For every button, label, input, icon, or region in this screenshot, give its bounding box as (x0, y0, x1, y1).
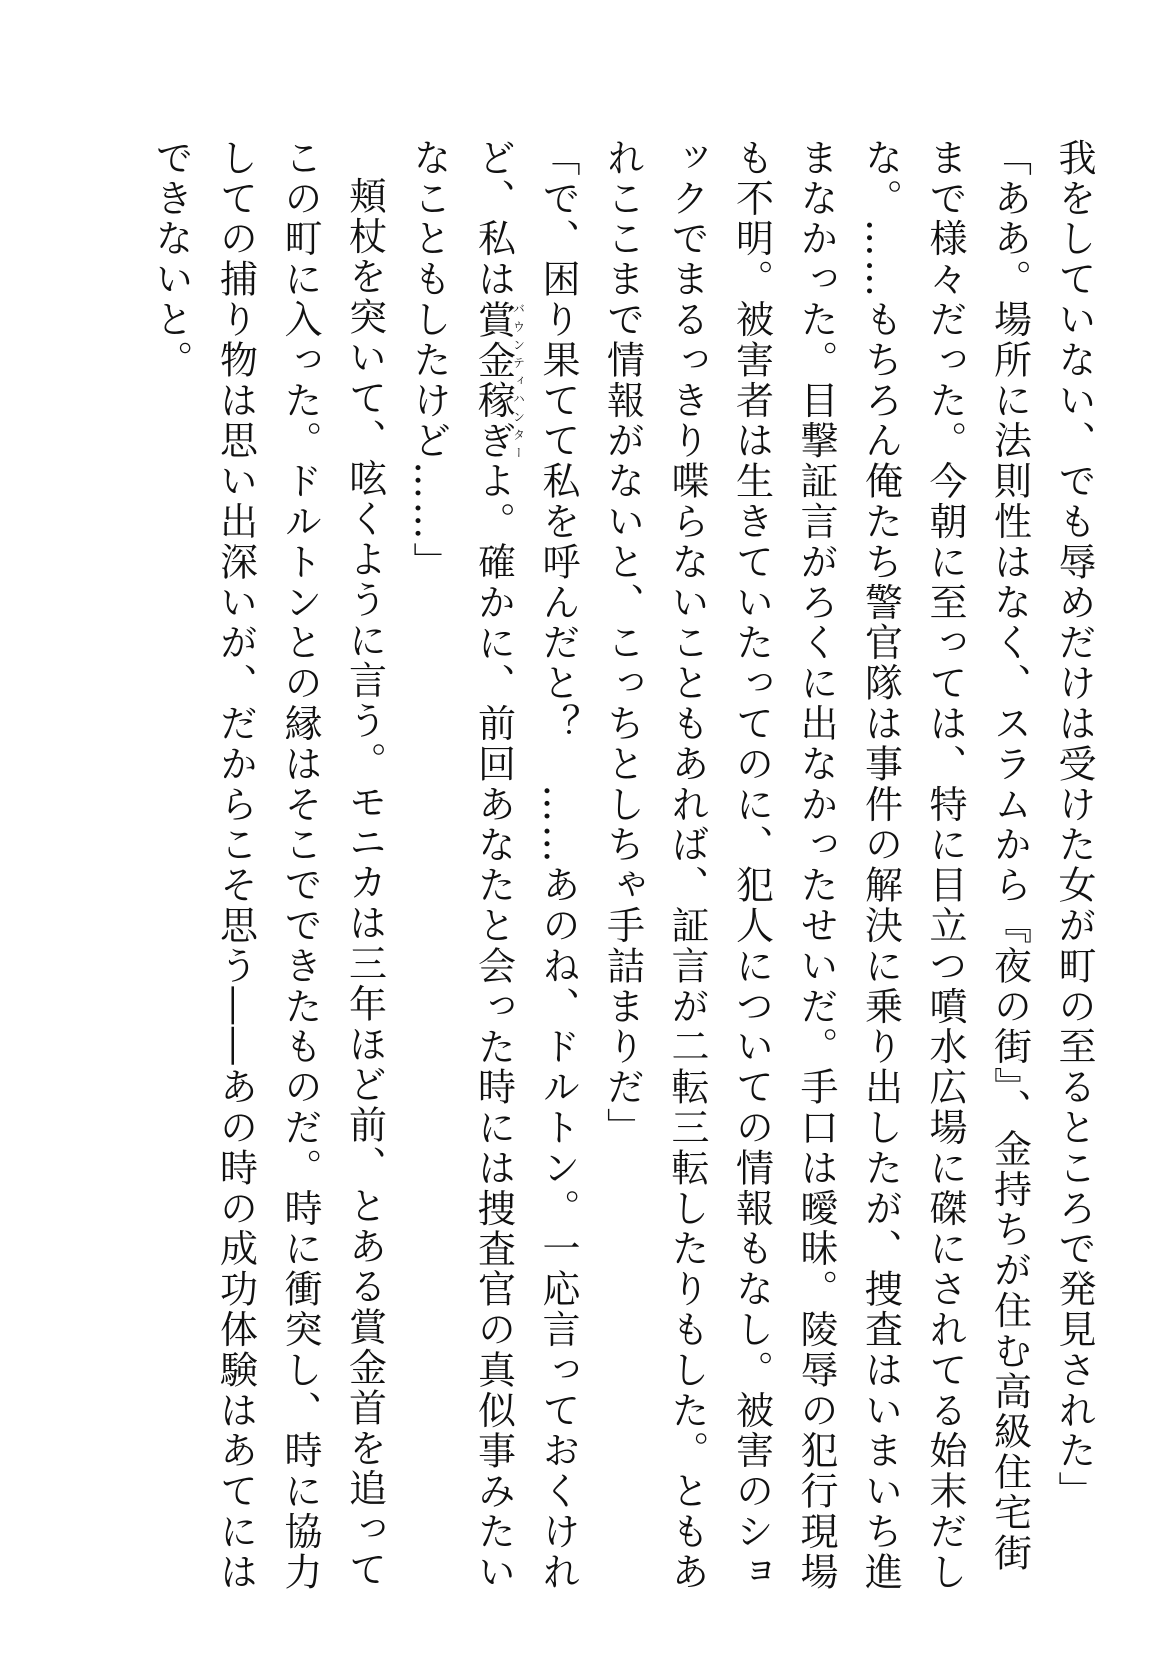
text-line-9: 「で、困り果てて私を呼んだと？ ……あのね、ドルトン。一応言っておくけれ (536, 138, 580, 1593)
text-line-14: しての捕り物は思い出深いが、だからこそ思う――あの時の成功体験はあてには (213, 138, 258, 1593)
text-line-1: 我をしていない、でも辱めだけは受けた女が町の至るところで発見された」 (1052, 138, 1096, 1512)
text-line-6: も不明。被害者は生きていたってのに、犯人についての情報もなし。被害のショ (729, 138, 774, 1593)
furigana-bounty-hunter (471, 299, 526, 462)
ruby-base: 賞金稼ぎ (471, 299, 516, 462)
vertical-text-body (139, 138, 1107, 1593)
text-line-7: ックでまるっきり喋らないこともあれば、証言が二転三転したりもした。ともあ (665, 138, 709, 1593)
text-line-4: な。……もちろん俺たち警官隊は事件の解決に乗り出したが、捜査はいまいち進 (858, 138, 903, 1593)
text-line-8: れここまで情報がないと、こっちとしちゃ手詰まりだ」 (600, 138, 645, 1148)
text-line-12: 頬杖を突いて、呟くように言う。モニカは三年ほど前、とある賞金首を追って (342, 176, 387, 1590)
text-line-11: なこともしたけど……」 (407, 138, 451, 583)
text-line-10-after: よ。確かに、前回あなたと会った時には捜査官の真似事みたい (471, 461, 516, 1593)
text-line-2: 「ああ。場所に法則性はなく、スラムから『夜の街』、金持ちが住む高級住宅街 (987, 138, 1032, 1574)
text-line-10-before: ど、私は (471, 138, 516, 300)
ruby-reading: バウンティハンター (511, 299, 526, 462)
text-line-15: できないと。 (149, 138, 193, 381)
text-line-3: まで様々だった。今朝に至っては、特に目立つ噴水広場に磔にされてる始末だし (923, 138, 967, 1593)
text-line-13: この町に入った。ドルトンとの縁はそこでできたものだ。時に衝突し、時に協力 (278, 138, 322, 1593)
text-line-10 (461, 138, 526, 1593)
text-line-5: まなかった。目撃証言がろくに出なかったせいだ。手口は曖昧。陵辱の犯行現場 (794, 138, 838, 1593)
